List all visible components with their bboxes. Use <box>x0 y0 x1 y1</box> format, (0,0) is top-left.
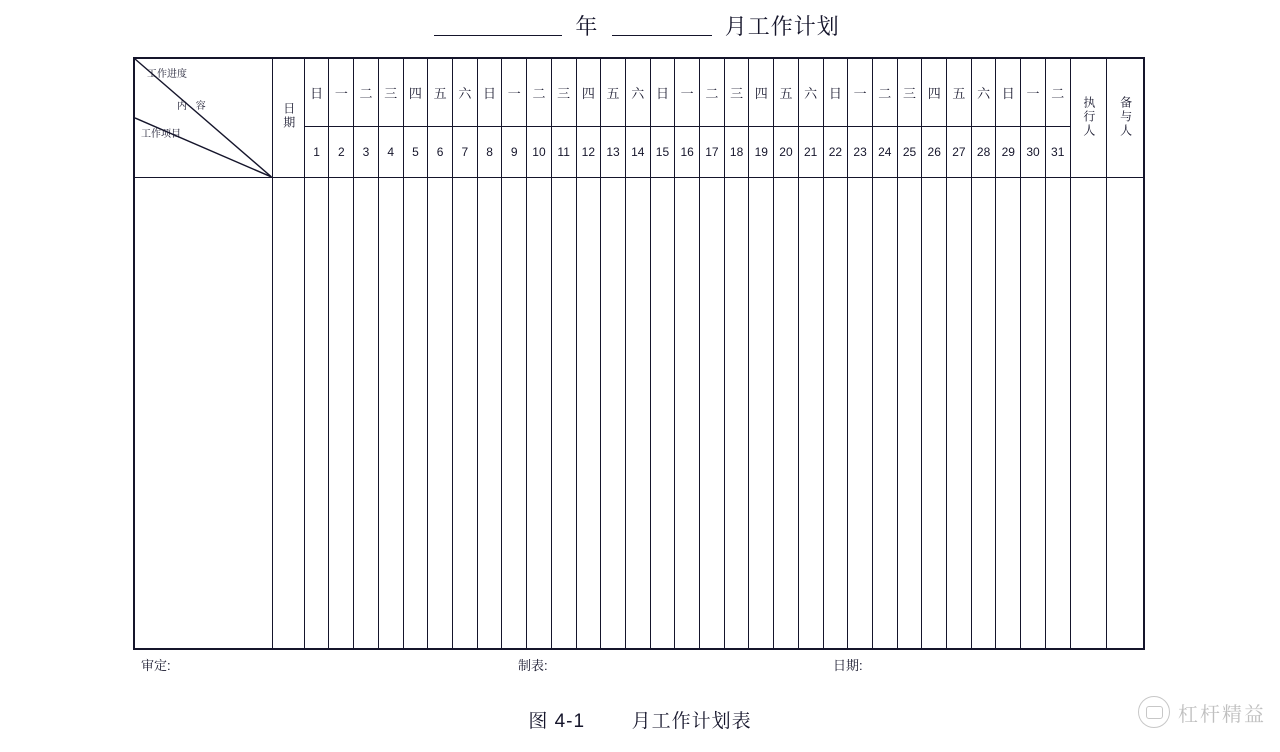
plan-entry-cell[interactable] <box>774 178 799 649</box>
day-number-cell: 18 <box>724 126 749 177</box>
project-entry-cell[interactable] <box>135 178 273 649</box>
plan-entry-cell[interactable] <box>872 178 897 649</box>
plan-entry-cell[interactable] <box>452 178 477 649</box>
date-label-footer: 日期: <box>833 658 863 673</box>
day-number-cell: 29 <box>996 126 1021 177</box>
weekday-cell: 六 <box>452 59 477 127</box>
plan-entry-cell[interactable] <box>823 178 848 649</box>
day-number-cell: 12 <box>576 126 601 177</box>
backup-label: 备与人 <box>1118 95 1133 138</box>
corner-project-label: 工作项目 <box>141 129 181 140</box>
weekday-cell: 二 <box>527 59 552 127</box>
plan-entry-cell[interactable] <box>848 178 873 649</box>
plan-entry-cell[interactable] <box>1045 178 1070 649</box>
plan-entry-cell[interactable] <box>527 178 552 649</box>
weekday-cell: 二 <box>354 59 379 127</box>
column-header-executor <box>1070 59 1107 178</box>
day-number-cell: 6 <box>428 126 453 177</box>
signature-line <box>133 655 1145 677</box>
executor-label: 执行人 <box>1081 95 1096 138</box>
plan-entry-cell[interactable] <box>724 178 749 649</box>
weekday-cell: 五 <box>947 59 972 127</box>
plan-entry-cell[interactable] <box>378 178 403 649</box>
weekday-cell: 一 <box>848 59 873 127</box>
plan-entry-cell[interactable] <box>403 178 428 649</box>
weekday-cell: 一 <box>675 59 700 127</box>
weekday-cell: 一 <box>502 59 527 127</box>
weekday-cell: 日 <box>477 59 502 127</box>
plan-entry-cell[interactable] <box>700 178 725 649</box>
weekday-cell: 五 <box>601 59 626 127</box>
day-number-cell: 3 <box>354 126 379 177</box>
day-number-cell: 31 <box>1045 126 1070 177</box>
weekday-cell: 三 <box>551 59 576 127</box>
weekday-cell: 六 <box>798 59 823 127</box>
weekday-cell: 六 <box>625 59 650 127</box>
table-header-weekday-row <box>135 59 1144 127</box>
day-number-cell: 17 <box>700 126 725 177</box>
maker-label: 制表: <box>518 658 548 673</box>
approver-label: 审定: <box>141 658 171 673</box>
day-number-cell: 4 <box>378 126 403 177</box>
figure-caption <box>0 706 1280 733</box>
day-number-cell: 23 <box>848 126 873 177</box>
weekday-cell: 日 <box>996 59 1021 127</box>
plan-entry-cell[interactable] <box>1107 178 1144 649</box>
column-header-backup <box>1107 59 1144 178</box>
weekday-cell: 五 <box>774 59 799 127</box>
day-number-cell: 28 <box>971 126 996 177</box>
corner-content-label: 内 容 <box>177 101 209 112</box>
plan-entry-cell[interactable] <box>625 178 650 649</box>
plan-entry-cell[interactable] <box>947 178 972 649</box>
plan-table <box>133 57 1145 650</box>
day-number-cell: 13 <box>601 126 626 177</box>
plan-entry-cell[interactable] <box>304 178 329 649</box>
day-number-cell: 8 <box>477 126 502 177</box>
figure-number: 图 4-1 <box>528 711 586 732</box>
plan-entry-cell[interactable] <box>971 178 996 649</box>
weekday-cell: 一 <box>1021 59 1046 127</box>
day-number-cell: 22 <box>823 126 848 177</box>
corner-header-cell <box>135 59 273 178</box>
year-blank <box>434 15 562 36</box>
weekday-cell: 四 <box>922 59 947 127</box>
weekday-cell: 六 <box>971 59 996 127</box>
weekday-cell: 三 <box>897 59 922 127</box>
weekday-cell: 日 <box>304 59 329 127</box>
weekday-cell: 三 <box>724 59 749 127</box>
day-number-cell: 26 <box>922 126 947 177</box>
weekday-cell: 三 <box>378 59 403 127</box>
day-number-cell: 5 <box>403 126 428 177</box>
watermark-logo-icon <box>1138 696 1170 728</box>
table-body-row <box>135 178 1144 649</box>
day-number-cell: 25 <box>897 126 922 177</box>
day-number-cell: 15 <box>650 126 675 177</box>
plan-entry-cell[interactable] <box>329 178 354 649</box>
figure-name: 月工作计划表 <box>631 711 752 732</box>
day-number-cell: 30 <box>1021 126 1046 177</box>
plan-entry-cell[interactable] <box>897 178 922 649</box>
plan-entry-cell[interactable] <box>576 178 601 649</box>
weekday-cell: 四 <box>576 59 601 127</box>
day-number-cell: 2 <box>329 126 354 177</box>
weekday-cell: 一 <box>329 59 354 127</box>
day-number-cell: 11 <box>551 126 576 177</box>
day-number-cell: 9 <box>502 126 527 177</box>
corner-progress-label: 工作进度 <box>147 69 187 80</box>
plan-entry-cell[interactable] <box>601 178 626 649</box>
day-number-cell: 7 <box>452 126 477 177</box>
weekday-cell: 四 <box>749 59 774 127</box>
date-label: 日期 <box>281 102 296 131</box>
date-label-cell <box>272 59 304 178</box>
weekday-cell: 二 <box>700 59 725 127</box>
weekday-cell: 四 <box>403 59 428 127</box>
day-number-cell: 20 <box>774 126 799 177</box>
plan-entry-cell[interactable] <box>749 178 774 649</box>
month-blank <box>612 15 712 36</box>
plan-entry-cell[interactable] <box>551 178 576 649</box>
plan-entry-cell[interactable] <box>650 178 675 649</box>
day-number-cell: 1 <box>304 126 329 177</box>
plan-entry-cell[interactable] <box>1021 178 1046 649</box>
plan-entry-cell[interactable] <box>1070 178 1107 649</box>
day-number-cell: 14 <box>625 126 650 177</box>
plan-entry-cell[interactable] <box>922 178 947 649</box>
page-title <box>0 10 1280 41</box>
weekday-cell: 二 <box>1045 59 1070 127</box>
day-number-cell: 16 <box>675 126 700 177</box>
plan-entry-cell[interactable] <box>675 178 700 649</box>
plan-entry-cell[interactable] <box>996 178 1021 649</box>
weekday-cell: 二 <box>872 59 897 127</box>
day-number-cell: 24 <box>872 126 897 177</box>
weekday-cell: 日 <box>823 59 848 127</box>
day-number-cell: 21 <box>798 126 823 177</box>
plan-entry-cell[interactable] <box>798 178 823 649</box>
plan-entry-cell[interactable] <box>428 178 453 649</box>
month-suffix: 月工作计划 <box>724 14 840 39</box>
watermark <box>1138 696 1266 728</box>
day-number-cell: 27 <box>947 126 972 177</box>
plan-table-grid <box>134 58 1144 649</box>
year-suffix: 年 <box>575 14 599 39</box>
watermark-text: 杠杆精益 <box>1178 703 1266 726</box>
day-number-cell: 10 <box>527 126 552 177</box>
weekday-cell: 日 <box>650 59 675 127</box>
plan-entry-cell[interactable] <box>477 178 502 649</box>
weekday-cell: 五 <box>428 59 453 127</box>
plan-entry-cell[interactable] <box>272 178 304 649</box>
day-number-cell: 19 <box>749 126 774 177</box>
plan-entry-cell[interactable] <box>502 178 527 649</box>
plan-entry-cell[interactable] <box>354 178 379 649</box>
